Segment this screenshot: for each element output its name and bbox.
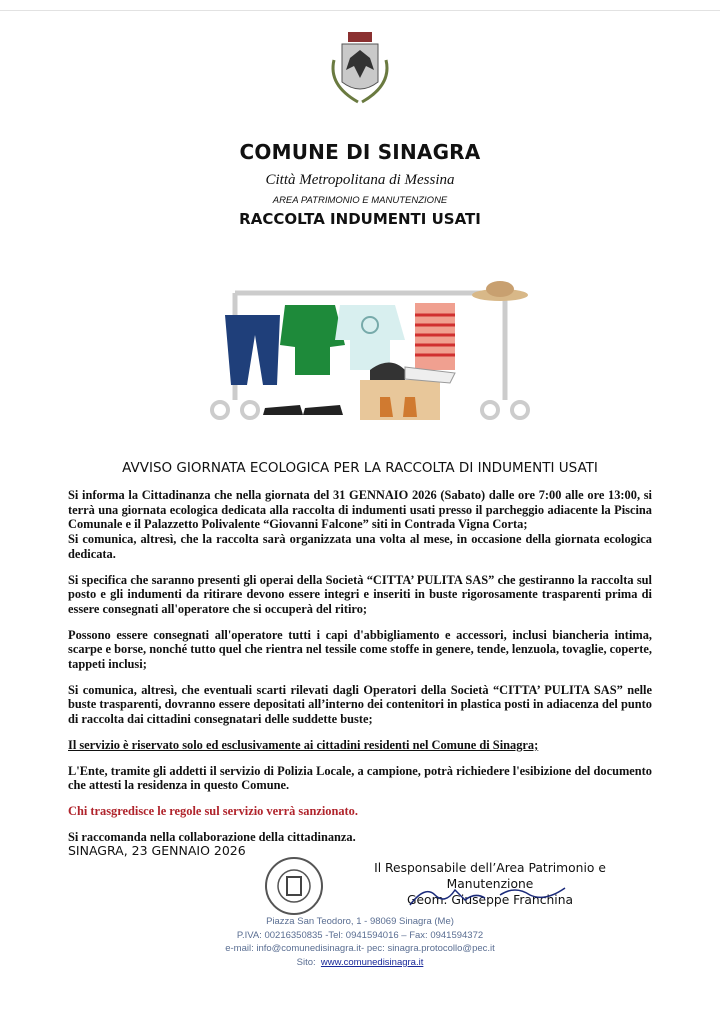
document-heading: RACCOLTA INDUMENTI USATI: [239, 210, 481, 228]
paragraph-police-check: L'Ente, tramite gli addetti il servizio di Polizia Locale, a campione, potrà richiedere l'esibizione del documento che attesti la residenza in questo Comune.: [68, 763, 652, 793]
metropolitan-subtitle: Città Metropolitana di Messina: [265, 172, 455, 188]
notice-title: AVVISO GIORNATA ECOLOGICA PER LA RACCOLTA DI INDUMENTI USATI: [122, 460, 598, 476]
paragraph-accepted-items: Possono essere consegnati all'operatore tutti i capi d'abbigliamento e accessori, inclusi biancheria intima, scarpe e borse, nonché tutto quel che rientra nel tessile come stoffe in genere, tende, lenzuola, tovaglie, coperte, tappeti inclusi;: [68, 627, 652, 672]
paragraph-closing: Si raccomanda nella collaborazione della cittadinanza.: [68, 829, 356, 844]
website-label: Sito:: [296, 956, 316, 968]
paragraph-sanction-warning: Chi trasgredisce le regole sul servizio verrà sanzionato.: [68, 803, 358, 818]
notice-body: [68, 488, 652, 855]
municipal-crest-icon: [320, 30, 400, 110]
paragraph-operators: Si specifica che saranno presenti gli operai della Società “CITTA’ PULITA SAS” che gestiranno la raccolta sul posto e gli indumenti da ritirare devono essere integri e inseriti in buste rigorosamente trasparenti prima di essere consegnati all'operatore che si occuperà del ritiro;: [68, 572, 652, 616]
footer-email: e-mail: info@comunedisinagra.it- pec: sinagra.protocollo@pec.it: [225, 943, 495, 954]
signatory-role: Il Responsabile dell’Area Patrimonio e Manutenzione: [374, 861, 606, 891]
clothes-rack-illustration: [205, 275, 535, 430]
paragraph-monthly: Si comunica, altresì, che la raccolta sarà organizzata una volta al mese, in occasione della giornata ecologica dedicata.: [68, 532, 652, 561]
website-link[interactable]: www.comunedisinagra.it: [320, 956, 424, 968]
handwritten-signature: [405, 880, 575, 910]
paragraph-residents-only: Il servizio è riservato solo ed esclusivamente ai cittadini residenti nel Comune di Sinagra;: [68, 737, 539, 752]
footer-address: Piazza San Teodoro, 1 - 98069 Sinagra (Me): [266, 916, 454, 927]
document-date: SINAGRA, 23 GENNAIO 2026: [68, 843, 246, 858]
paragraph-event-info: Si informa la Cittadinanza che nella giornata del 31 GENNAIO 2026 (Sabato) dalle ore 7:00 alle ore 13:00, si terrà una giornata ecologica dedicata alla raccolta di indumenti usati presso il parcheggio adiacente la Piscina Comunale e il Palazzetto Polivalente “Giovanni Falcone” siti in Contrada Vigna Corta;: [68, 488, 652, 532]
official-stamp-icon: [263, 855, 325, 917]
footer-website-line: [0, 956, 720, 970]
top-divider: [0, 10, 720, 11]
department-label: AREA PATRIMONIO E MANUTENZIONE: [272, 195, 448, 206]
paragraph-waste: Si comunica, altresì, che eventuali scarti rilevati dagli Operatori della Società “CITTA’ PULITA SAS” nelle buste trasparenti, dovranno essere depositati all’interno dei contenitori in plastica posti in adiacenza del punto di raccolta dai cittadini consegnatari delle suddette buste;: [68, 682, 652, 727]
footer-contacts: [0, 915, 720, 969]
footer-phone-fax: P.IVA: 00216350835 -Tel: 0941594016 – Fax: 0941594372: [236, 929, 484, 941]
municipality-title: COMUNE DI SINAGRA: [239, 140, 481, 164]
signatory-name: Geom. Giuseppe Franchina: [406, 893, 574, 907]
